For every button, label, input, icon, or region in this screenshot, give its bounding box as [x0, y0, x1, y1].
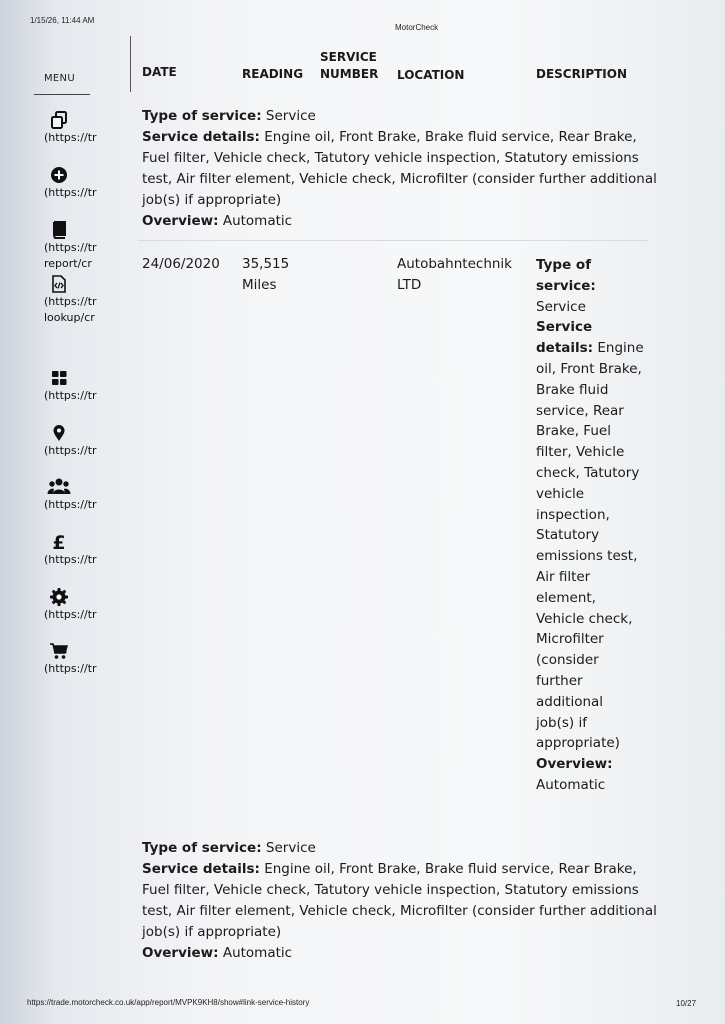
cart-icon — [49, 641, 69, 661]
row-desc-details-value: Engine oil, Front Brake, Brake fluid service, Rear Brake, Fuel filter, Vehicle check, Tatutory vehicle inspection, Statutory emissions test, Air filter element, Vehicle check, Microfilter (consider further additional job(s) if appropriate) — [536, 340, 644, 752]
sidebar-link-path: report/cr — [44, 257, 92, 270]
sidebar-link: (https://tr — [44, 498, 97, 511]
sidebar-item-copy[interactable] — [44, 110, 106, 146]
col-header-description: DESCRIPTION — [536, 67, 628, 81]
row-reading-value: 35,515 — [242, 256, 290, 272]
sidebar-link: (https://tr — [44, 444, 97, 457]
col-header-service-number-line2: NUMBER — [320, 67, 379, 81]
service-type-value: Service — [261, 108, 316, 124]
sidebar-item-billing[interactable] — [44, 532, 106, 568]
sidebar-link: (https://tr — [44, 186, 97, 199]
print-url: https://trade.motorcheck.co.uk/app/report/MVPK9KH8/show#link-service-history — [27, 998, 310, 1007]
menu-divider — [34, 94, 90, 95]
row-desc-type-value: Service — [536, 298, 586, 315]
sidebar-item-add[interactable] — [44, 165, 106, 201]
print-site-title: MotorCheck — [395, 23, 439, 32]
service-type-line — [142, 838, 657, 859]
service-overview-label: Overview: — [142, 213, 219, 229]
service-overview-line — [142, 943, 657, 964]
col-header-reading: READING — [242, 67, 304, 81]
service-details-line — [142, 859, 657, 943]
row-desc-overview-label: Overview: — [536, 756, 613, 773]
row-reading — [242, 254, 289, 296]
sidebar-link: (https://tr — [44, 553, 97, 566]
print-page-number: 10/27 — [676, 999, 697, 1008]
sidebar-item-dashboard[interactable] — [44, 368, 106, 404]
sidebar-divider — [130, 36, 131, 92]
copy-icon — [49, 110, 69, 130]
service-details-label: Service details: — [142, 861, 260, 877]
sidebar-item-report[interactable] — [44, 220, 106, 272]
code-file-icon — [49, 274, 69, 294]
gear-icon — [49, 587, 69, 607]
service-details-label: Service details: — [142, 129, 260, 145]
row-location-line1: Autobahntechnik — [397, 256, 513, 272]
users-icon — [47, 477, 71, 497]
sidebar-link: (https://tr — [44, 241, 97, 254]
pound-icon — [49, 532, 69, 552]
sidebar-link: (https://tr — [44, 608, 97, 621]
book-icon — [49, 220, 69, 240]
service-type-line — [142, 106, 657, 127]
service-detail-block — [142, 106, 657, 232]
row-location — [397, 254, 512, 296]
row-date: 24/06/2020 — [142, 256, 220, 272]
service-overview-value: Automatic — [218, 213, 293, 229]
service-overview-label: Overview: — [142, 945, 219, 961]
sidebar-item-users[interactable] — [44, 477, 106, 513]
sidebar-link: (https://tr — [44, 295, 97, 308]
grid-icon — [49, 368, 69, 388]
sidebar-link: (https://tr — [44, 662, 97, 675]
row-desc-type-label: Type of service: — [536, 257, 596, 294]
service-type-label: Type of service: — [142, 840, 262, 856]
svg-text:£: £ — [52, 532, 66, 552]
sidebar-link: (https://tr — [44, 131, 97, 144]
sidebar-item-shop[interactable] — [44, 641, 106, 677]
service-type-value: Service — [261, 840, 316, 856]
sidebar-item-locations[interactable] — [44, 423, 106, 459]
sidebar-item-settings[interactable] — [44, 587, 106, 623]
service-details-value: Engine oil, Front Brake, Brake fluid service, Rear Brake, Fuel filter, Vehicle check, Tatutory vehicle inspection, Statutory emissions test, Air filter element, Vehicle check, Microfilter (consider further additional job(s) if appropriate) — [142, 129, 657, 208]
service-overview-value: Automatic — [218, 945, 293, 961]
service-detail-block — [142, 838, 657, 964]
row-description — [536, 255, 644, 796]
col-header-service-number — [320, 49, 378, 83]
sidebar-link-path: lookup/cr — [44, 311, 95, 324]
service-details-line — [142, 127, 657, 211]
service-overview-line — [142, 211, 657, 232]
row-location-line2: LTD — [397, 277, 422, 293]
map-pin-icon — [49, 423, 69, 443]
col-header-location: LOCATION — [397, 68, 465, 82]
menu-label: MENU — [44, 73, 75, 84]
row-divider — [138, 240, 648, 241]
row-reading-unit: Miles — [242, 277, 277, 293]
row-desc-details-label: Service details: — [536, 319, 594, 357]
plus-circle-icon — [49, 165, 69, 185]
col-header-service-number-line1: SERVICE — [320, 50, 377, 64]
service-type-label: Type of service: — [142, 108, 262, 124]
print-datetime: 1/15/26, 11:44 AM — [30, 16, 95, 25]
sidebar-item-lookup[interactable] — [44, 274, 106, 326]
row-desc-overview-value: Automatic — [536, 776, 606, 793]
service-details-value: Engine oil, Front Brake, Brake fluid service, Rear Brake, Fuel filter, Vehicle check, Tatutory vehicle inspection, Statutory emissions test, Air filter element, Vehicle check, Microfilter (consider further additional job(s) if appropriate) — [142, 861, 657, 940]
sidebar-link: (https://tr — [44, 389, 97, 402]
col-header-date: DATE — [142, 65, 177, 79]
